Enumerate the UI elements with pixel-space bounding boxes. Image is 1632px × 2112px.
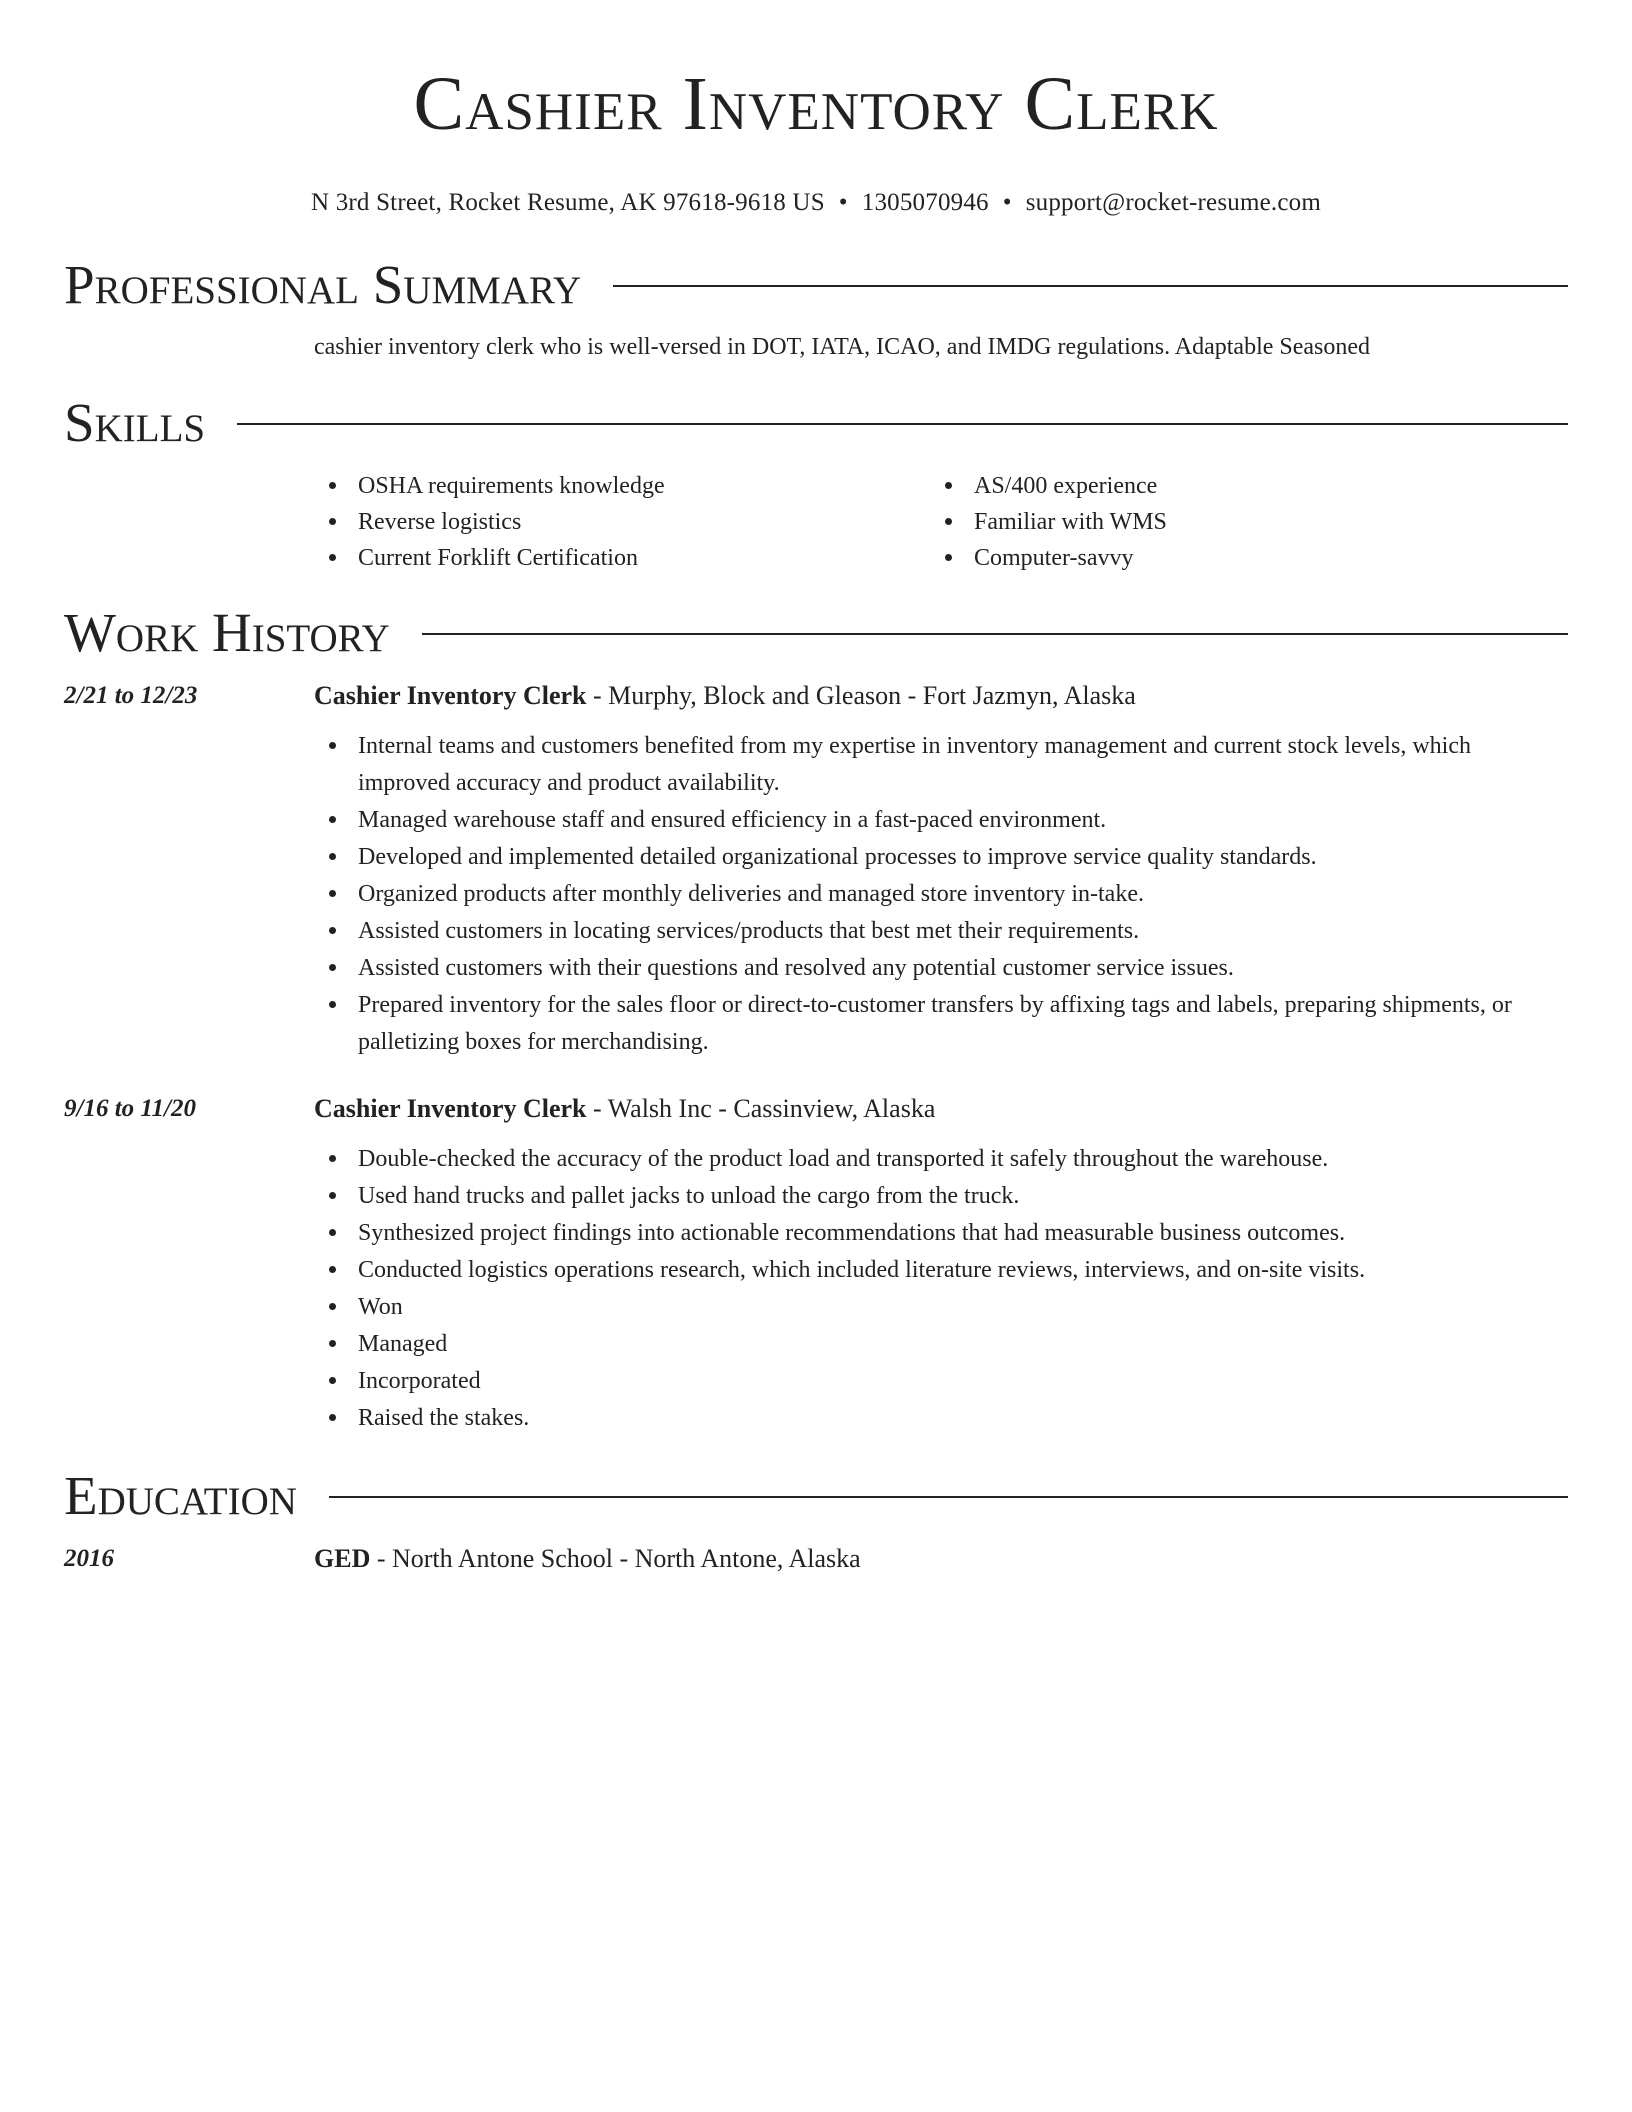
summary-text: cashier inventory clerk who is well-versed in DOT, IATA, ICAO, and IMDG regulations. Adaptable Seasoned <box>314 334 1371 360</box>
employer-details: - Murphy, Block and Gleason - Fort Jazmyn, Alaska <box>586 681 1136 710</box>
work-headline <box>314 1091 1568 1127</box>
work-bullet: Prepared inventory for the sales floor or direct-to-customer transfers by affixing tags and labels, preparing shipments, or palletizing boxes for merchandising. <box>314 987 1568 1061</box>
work-bullet: Conducted logistics operations research, which included literature reviews, interviews, and on-site visits. <box>314 1252 1568 1289</box>
contact-email: support@rocket-resume.com <box>1025 189 1321 216</box>
work-bullet: Won <box>314 1289 1568 1326</box>
degree: GED <box>314 1544 371 1573</box>
contact-address: N 3rd Street, Rocket Resume, AK 97618-9618 US <box>310 189 825 216</box>
work-bullets <box>314 728 1568 1061</box>
work-bullet: Developed and implemented detailed organizational processes to improve service quality standards. <box>314 839 1568 876</box>
work-bullet: Assisted customers in locating services/products that best met their requirements. <box>314 913 1568 950</box>
work-section-heading <box>64 600 1568 666</box>
skill-item: Familiar with WMS <box>930 504 1546 540</box>
candidate-name: Cashier Inventory Clerk <box>413 62 1219 146</box>
work-bullet: Internal teams and customers benefited from my expertise in inventory management and current stock levels, which improved accuracy and product availability. <box>314 728 1568 802</box>
work-bullets <box>314 1141 1568 1437</box>
job-title: Cashier Inventory Clerk <box>314 1094 587 1123</box>
contact-separator: • <box>838 189 848 216</box>
skills-list <box>314 468 1568 576</box>
skills-section-heading <box>64 390 1568 456</box>
work-bullet: Managed warehouse staff and ensured efficiency in a fast-paced environment. <box>314 802 1568 839</box>
work-section-title: Work History <box>64 602 390 663</box>
summary-section-heading <box>64 252 1568 318</box>
summary-section-title: Professional Summary <box>64 254 582 315</box>
education-headline <box>314 1541 1568 1577</box>
employer-details: - Walsh Inc - Cassinview, Alaska <box>586 1094 936 1123</box>
skill-item: Current Forklift Certification <box>314 540 930 576</box>
work-bullet: Used hand trucks and pallet jacks to unload the cargo from the truck. <box>314 1178 1568 1215</box>
work-bullet: Double-checked the accuracy of the product load and transported it safely throughout the warehouse. <box>314 1141 1568 1178</box>
skill-item: Reverse logistics <box>314 504 930 540</box>
education-entry-body <box>314 1541 1568 1577</box>
section-divider <box>329 1496 1568 1498</box>
work-entry <box>64 678 1568 1061</box>
skill-item: AS/400 experience <box>930 468 1546 504</box>
work-dates: 2/21 to 12/23 <box>64 682 198 709</box>
education-section-title: Education <box>64 1465 297 1526</box>
work-bullet: Managed <box>314 1326 1568 1363</box>
work-dates: 9/16 to 11/20 <box>64 1095 196 1122</box>
skills-column-right <box>930 468 1546 576</box>
work-headline <box>314 678 1568 714</box>
work-entry-body <box>314 678 1568 1061</box>
skills-section-title: Skills <box>64 392 206 453</box>
contact-phone: 1305070946 <box>861 189 989 216</box>
work-bullet: Organized products after monthly deliveries and managed store inventory in-take. <box>314 876 1568 913</box>
school-details: - North Antone School - North Antone, Alaska <box>370 1544 861 1573</box>
work-entry-body <box>314 1091 1568 1437</box>
skills-column-left <box>314 468 930 576</box>
work-bullet: Assisted customers with their questions and resolved any potential customer service issues. <box>314 950 1568 987</box>
job-title: Cashier Inventory Clerk <box>314 681 587 710</box>
work-bullet: Synthesized project findings into actionable recommendations that had measurable business outcomes. <box>314 1215 1568 1252</box>
work-entry <box>64 1091 1568 1437</box>
work-bullet: Raised the stakes. <box>314 1400 1568 1437</box>
skill-item: Computer-savvy <box>930 540 1546 576</box>
section-divider <box>237 423 1568 425</box>
education-section-heading <box>64 1463 1568 1529</box>
contact-separator: • <box>1002 189 1012 216</box>
education-entry <box>64 1541 1568 1577</box>
education-date: 2016 <box>64 1545 114 1572</box>
work-bullet: Incorporated <box>314 1363 1568 1400</box>
skill-item: OSHA requirements knowledge <box>314 468 930 504</box>
section-divider <box>613 285 1568 287</box>
section-divider <box>422 633 1568 635</box>
contact-line <box>64 186 1568 220</box>
